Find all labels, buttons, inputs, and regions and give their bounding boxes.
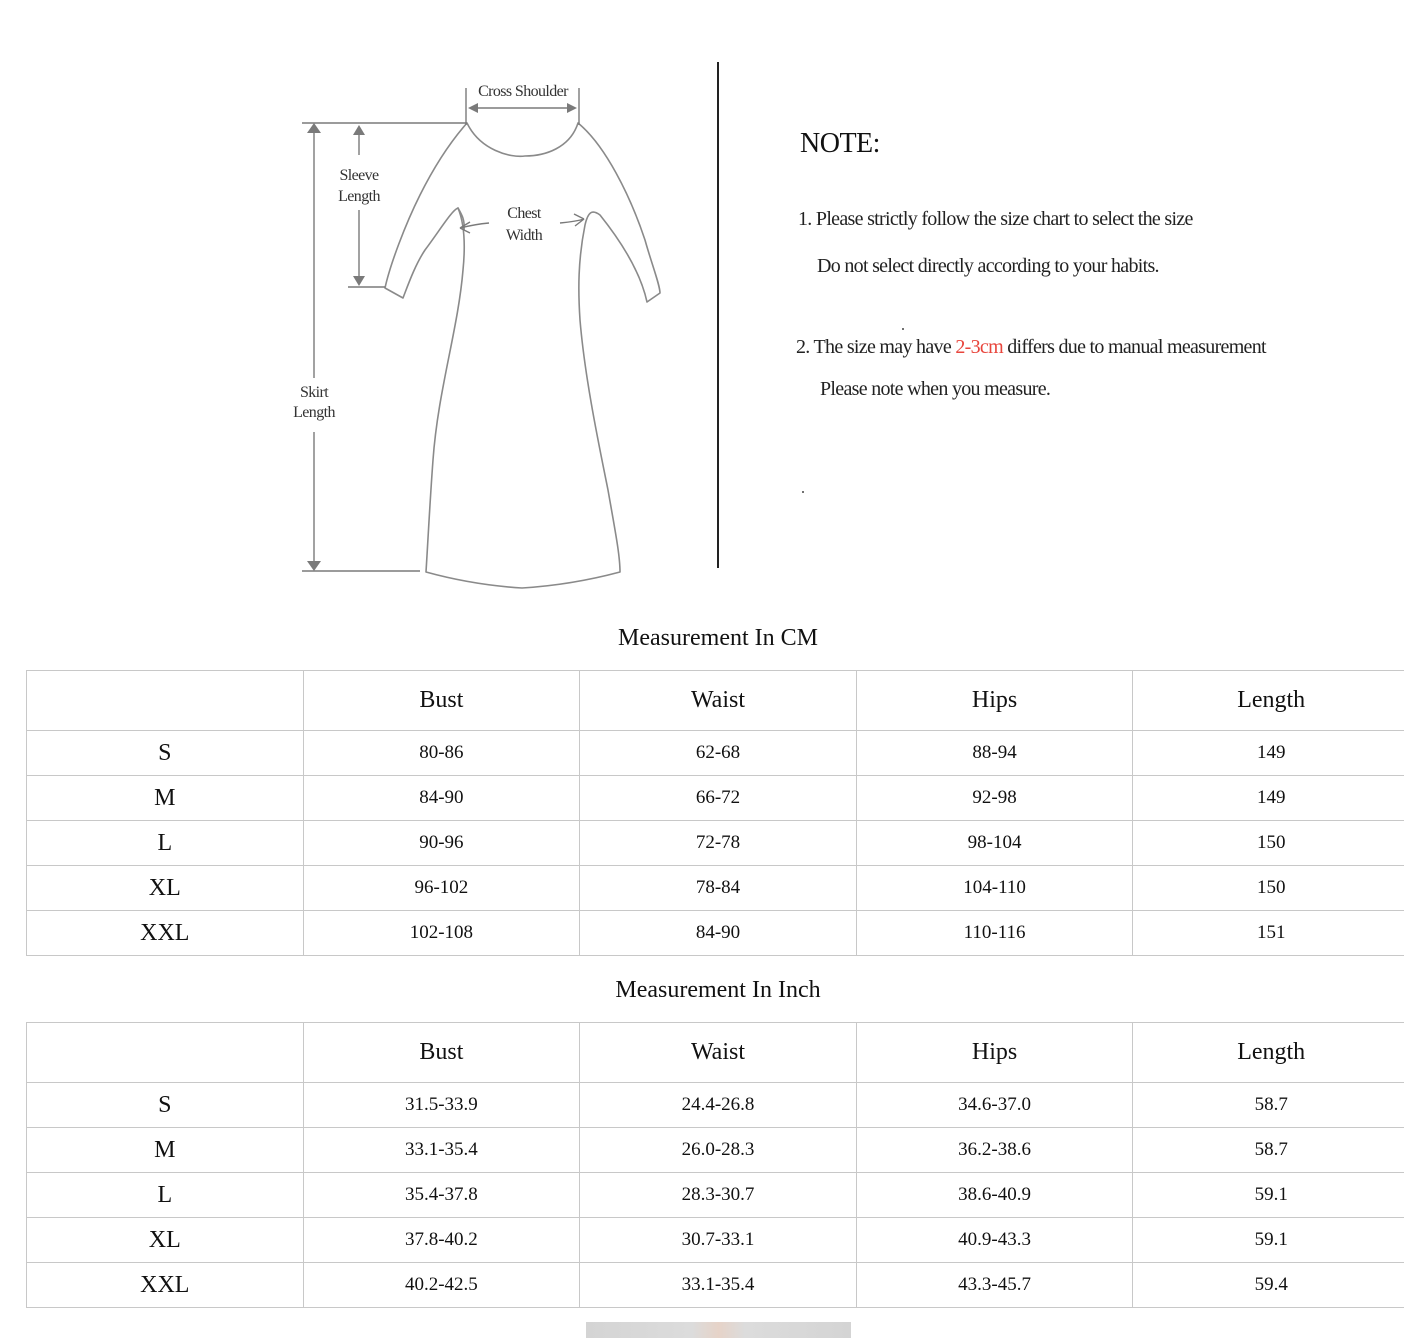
vertical-divider [717,62,719,568]
table-cell: 92-98 [856,776,1133,821]
table-cell: 38.6-40.9 [856,1173,1133,1218]
table-cell: 35.4-37.8 [303,1173,580,1218]
table-cell: 110-116 [856,911,1133,956]
sleeve-length-arrow [348,125,385,287]
header-cell [27,671,304,731]
table-row [27,1263,1404,1308]
chest-label-line1: Chest [507,205,541,222]
table-cell: 102-108 [303,911,580,956]
table-cell: 150 [1133,821,1404,866]
table-row [27,731,1404,776]
table-cell: 104-110 [856,866,1133,911]
chest-label-line2: Width [505,227,543,244]
table-cell: 72-78 [580,821,857,866]
table-cell: 151 [1133,911,1404,956]
size-label: L [27,1173,304,1218]
table-cell: 24.4-26.8 [580,1083,857,1128]
stray-dot [902,328,904,330]
header-cell [27,1023,304,1083]
sleeve-label-line1: Sleeve [339,167,379,184]
note-line-4: Please note when you measure. [820,378,1051,400]
table-cell: 40.9-43.3 [856,1218,1133,1263]
table-cell: 26.0-28.3 [580,1128,857,1173]
size-label: L [27,821,304,866]
table-cell: 36.2-38.6 [856,1128,1133,1173]
table-row [27,776,1404,821]
table-cell: 30.7-33.1 [580,1218,857,1263]
note-line-2: Do not select directly according to your habits. [817,255,1159,277]
table-row [27,1173,1404,1218]
table-cell: 28.3-30.7 [580,1173,857,1218]
table-cell: 149 [1133,776,1404,821]
dress-outline [385,123,660,588]
table-row [27,1083,1404,1128]
skirt-label-line1: Skirt [299,384,329,401]
note-highlight: 2-3cm [955,336,1003,358]
cm-size-table [26,670,1404,956]
skirt-label-line2: Length [293,404,335,421]
table-cell: 80-86 [303,731,580,776]
product-photo-preview [586,1322,851,1338]
table-cell: 33.1-35.4 [580,1263,857,1308]
table-row [27,1218,1404,1263]
size-label: XXL [27,1263,304,1308]
skirt-length-arrow [299,123,467,571]
note-title: NOTE: [800,128,880,159]
note-line-3-pre: 2. The size may have [796,336,956,358]
table-cell: 84-90 [580,911,857,956]
size-label: M [27,776,304,821]
table-cell: 84-90 [303,776,580,821]
header-cell: Bust [303,671,580,731]
header-cell: Length [1133,671,1404,731]
table-cell: 90-96 [303,821,580,866]
size-label: XL [27,1218,304,1263]
table-cell: 88-94 [856,731,1133,776]
note-line-3-post: differs due to manual measurement [1002,336,1266,358]
table-cell: 66-72 [580,776,857,821]
note-line-1: 1. Please strictly follow the size chart to select the size [798,208,1193,230]
size-label: XL [27,866,304,911]
table-header-row [27,1023,1404,1083]
stray-dot [802,491,804,493]
table-cell: 59.1 [1133,1173,1404,1218]
note-panel [798,0,1398,600]
table-cell: 58.7 [1133,1083,1404,1128]
table-cell: 96-102 [303,866,580,911]
table-cell: 37.8-40.2 [303,1218,580,1263]
note-line-3 [796,336,1266,359]
header-cell: Hips [856,671,1133,731]
cross-shoulder-label: Cross Shoulder [478,83,568,100]
inch-table-title: Measurement In Inch [615,977,821,1003]
table-cell: 33.1-35.4 [303,1128,580,1173]
size-label: XXL [27,911,304,956]
table-row [27,1128,1404,1173]
table-cell: 59.4 [1133,1263,1404,1308]
table-cell: 59.1 [1133,1218,1404,1263]
header-cell: Hips [856,1023,1133,1083]
table-row [27,821,1404,866]
inch-size-table [26,1022,1404,1308]
table-row [27,911,1404,956]
size-label: S [27,1083,304,1128]
table-cell: 150 [1133,866,1404,911]
table-cell: 62-68 [580,731,857,776]
table-cell: 78-84 [580,866,857,911]
table-header-row [27,671,1404,731]
table-cell: 34.6-37.0 [856,1083,1133,1128]
table-cell: 58.7 [1133,1128,1404,1173]
header-cell: Length [1133,1023,1404,1083]
table-cell: 40.2-42.5 [303,1263,580,1308]
size-label: M [27,1128,304,1173]
table-cell: 31.5-33.9 [303,1083,580,1128]
cm-table-title: Measurement In CM [618,625,818,651]
table-row [27,866,1404,911]
header-cell: Bust [303,1023,580,1083]
dress-measurement-diagram [280,60,680,600]
table-cell: 149 [1133,731,1404,776]
table-cell: 98-104 [856,821,1133,866]
sleeve-label-line2: Length [338,188,380,205]
header-cell: Waist [580,671,857,731]
table-cell: 43.3-45.7 [856,1263,1133,1308]
size-label: S [27,731,304,776]
header-cell: Waist [580,1023,857,1083]
